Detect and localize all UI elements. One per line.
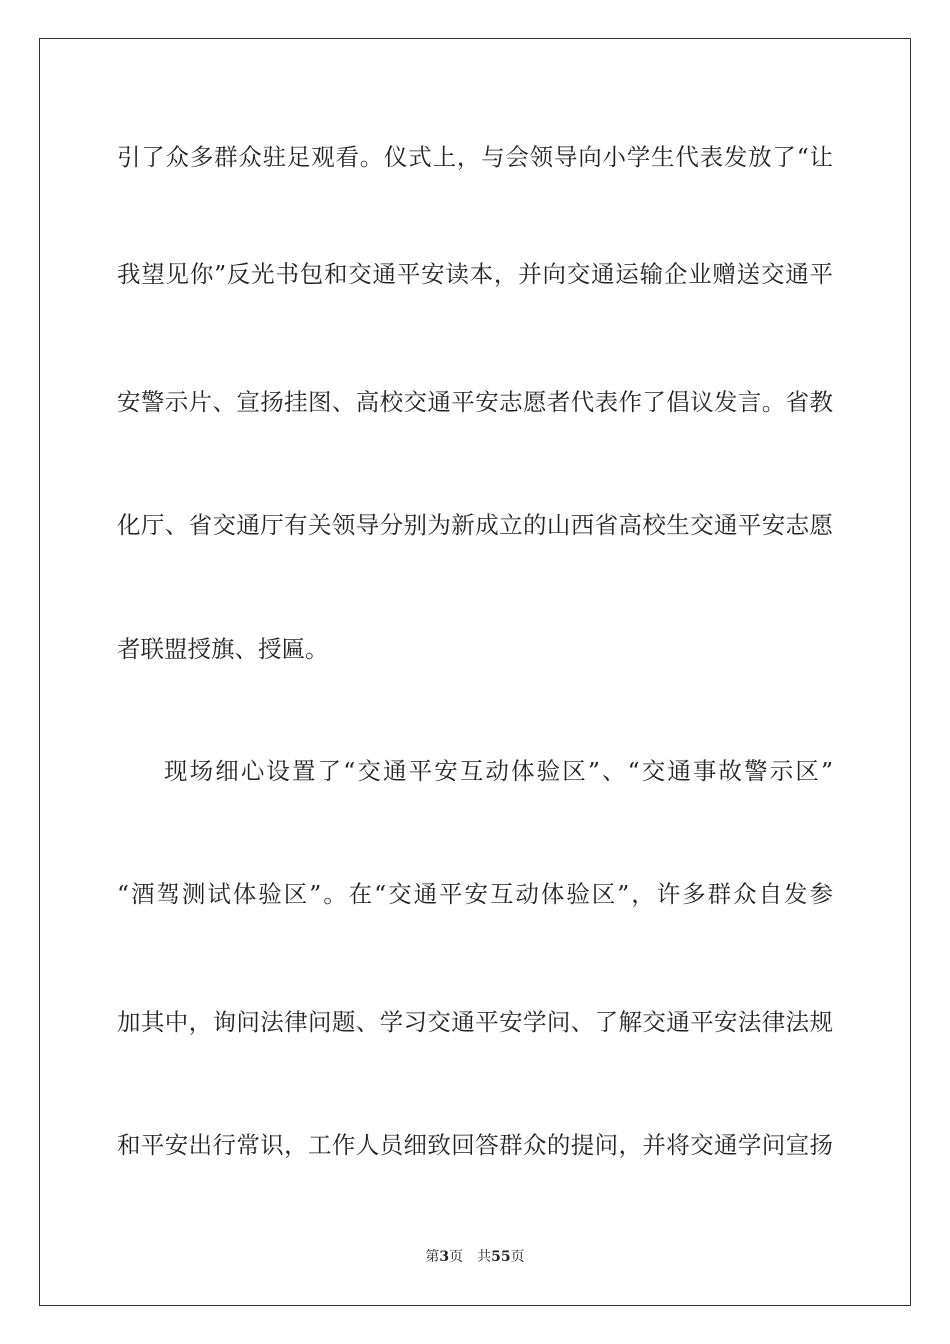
footer-page-number: 3 — [439, 1249, 450, 1265]
footer-total-prefix: 共 — [477, 1249, 492, 1265]
footer-total-number: 55 — [491, 1249, 511, 1265]
text-line: 者联盟授旗、授匾。 — [117, 635, 329, 663]
page-footer — [0, 1247, 950, 1267]
footer-page-prefix: 第 — [425, 1249, 440, 1265]
text-line: 引了众多群众驻足观看。仪式上，与会领导向小学生代表发放了“让 — [117, 143, 833, 171]
footer-page-suffix: 页 — [449, 1249, 464, 1265]
page-frame — [39, 38, 911, 1306]
text-line: 安警示片、宣扬挂图、高校交通平安志愿者代表作了倡议发言。省教 — [117, 388, 833, 416]
footer-total-suffix: 页 — [510, 1249, 525, 1265]
text-line: 我望见你”反光书包和交通平安读本，并向交通运输企业赠送交通平 — [117, 260, 833, 288]
text-line: 加其中，询问法律问题、学习交通平安学问、了解交通平安法律法规 — [117, 1008, 833, 1036]
text-line-paragraph-start: 现场细心设置了“交通平安互动体验区”、“交通事故警示区” — [164, 757, 833, 785]
text-line: 化厅、省交通厅有关领导分别为新成立的山西省高校生交通平安志愿 — [117, 511, 833, 539]
text-line: “酒驾测试体验区”。在“交通平安互动体验区”，许多群众自发参 — [117, 880, 833, 908]
text-line: 和平安出行常识，工作人员细致回答群众的提问，并将交通学问宣扬 — [117, 1131, 833, 1159]
